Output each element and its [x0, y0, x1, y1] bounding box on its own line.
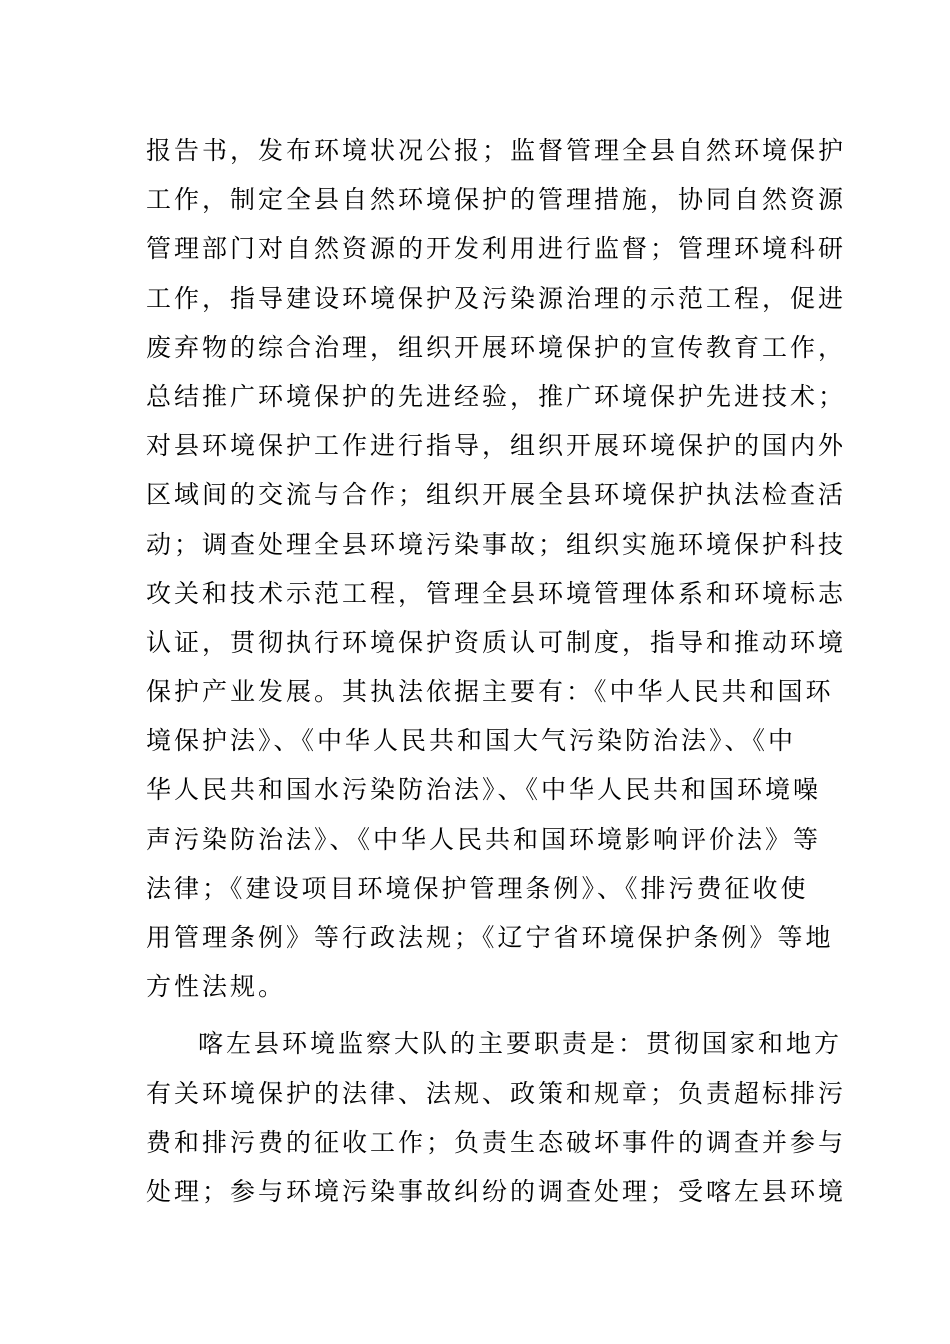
text-line: 费和排污费的征收工作；负责生态破坏事件的调查并参与: [146, 1127, 847, 1157]
text-line: 方性法规。: [146, 972, 287, 1002]
document-body: [146, 126, 847, 1216]
text-line: 总结推广环境保护的先进经验，推广环境保护先进技术；: [146, 381, 847, 411]
text-line: 华人民共和国水污染防治法》、《中华人民共和国环境噪: [146, 775, 822, 805]
text-line: 工作，制定全县自然环境保护的管理措施，协同自然资源: [146, 185, 847, 215]
text-line: 对县环境保护工作进行指导，组织开展环境保护的国内外: [146, 431, 847, 461]
paragraph-monitoring-brigade: [146, 1019, 847, 1216]
text-line: 动；调查处理全县环境污染事故；组织实施环境保护科技: [146, 529, 847, 559]
text-line: 报告书，发布环境状况公报；监督管理全县自然环境保护: [146, 136, 847, 165]
text-line: 管理部门对自然资源的开发利用进行监督；管理环境科研: [146, 234, 847, 264]
text-line: 处理；参与环境污染事故纠纷的调查处理；受喀左县环境: [146, 1176, 847, 1206]
paragraph-environment-duties: [146, 126, 847, 1011]
text-line: 用管理条例》等行政法规；《辽宁省环境保护条例》等地: [146, 923, 834, 952]
text-line: 喀左县环境监察大队的主要职责是：贯彻国家和地方: [198, 1029, 843, 1059]
text-line: 认证，贯彻执行环境保护资质认可制度，指导和推动环境: [146, 627, 847, 657]
text-line: 声污染防治法》、《中华人民共和国环境影响评价法》等: [146, 824, 822, 854]
text-line: 法律；《建设项目环境保护管理条例》、《排污费征收使: [146, 873, 809, 903]
text-line: 攻关和技术示范工程，管理全县环境管理体系和环境标志: [146, 578, 847, 608]
paragraph-spacer: [146, 1011, 826, 1019]
text-line: 工作，指导建设环境保护及污染源治理的示范工程，促进: [146, 283, 847, 313]
text-line: 保护产业发展。其执法依据主要有：《中华人民共和国环: [146, 677, 834, 707]
text-line: 境保护法》、《中华人民共和国大气污染防治法》、《中: [146, 726, 797, 756]
text-line: 废弃物的综合治理，组织开展环境保护的宣传教育工作，: [146, 332, 847, 362]
text-line: 有关环境保护的法律、法规、政策和规章；负责超标排污: [146, 1078, 847, 1108]
text-line: 区域间的交流与合作；组织开展全县环境保护执法检查活: [146, 480, 847, 510]
